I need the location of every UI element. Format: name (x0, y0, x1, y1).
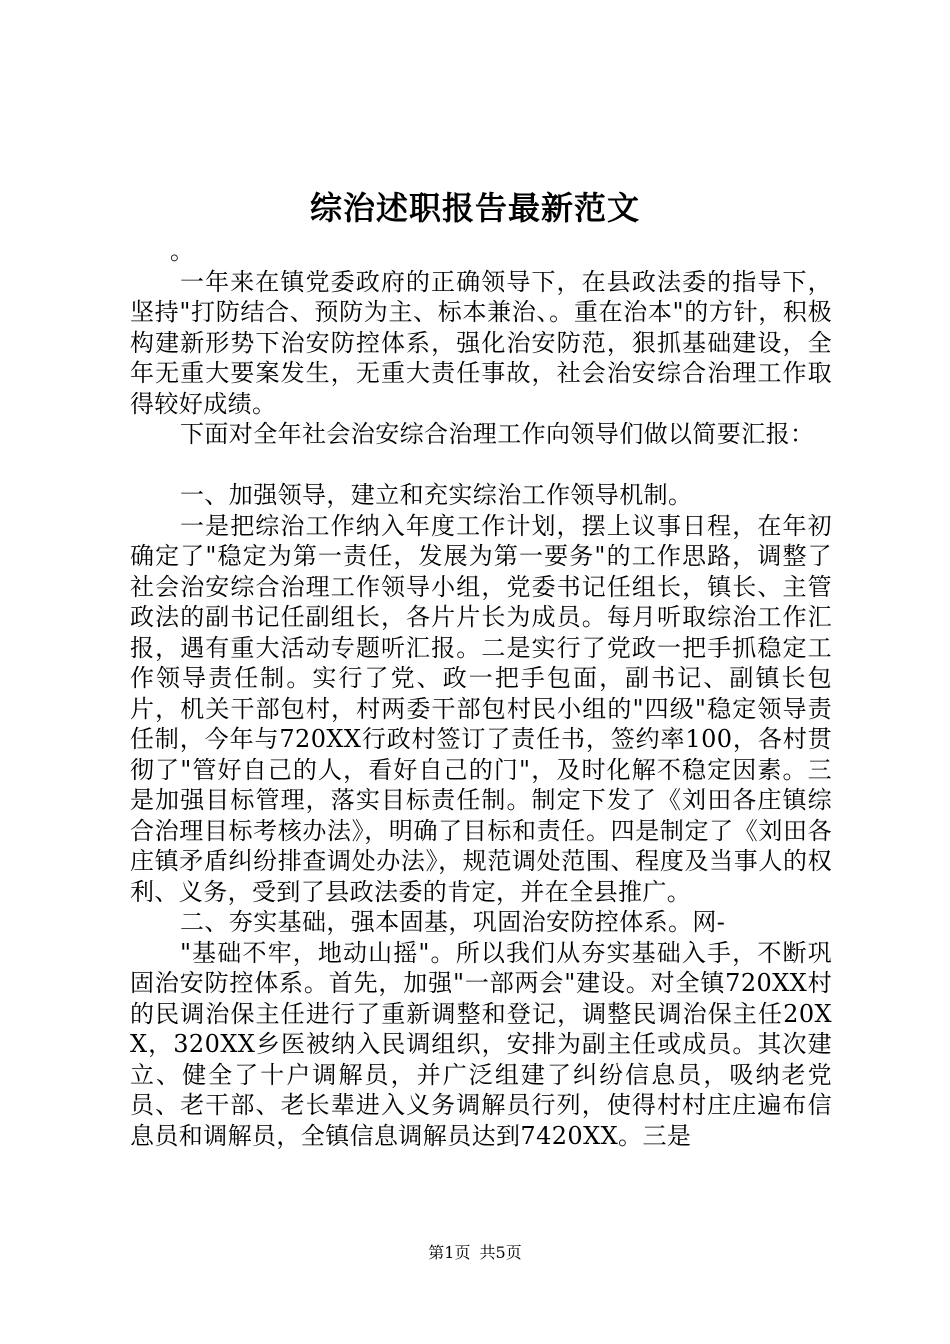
document-title: 综治述职报告最新范文 (309, 189, 640, 227)
page-footer: 第1页 共5页 (428, 1243, 522, 1262)
paragraph-intro: 一年来在镇党委政府的正确领导下，在县政法委的指导下，坚持"打防结合、预防为主、标本兼治、。重在治本"的方针，积极构建新形势下治安防控体系，强化治安防范，狠抓基础建设，全年无重大要案发生，无重大责任事故，社会治安综合治理工作取得较好成绩。 (130, 267, 832, 418)
section-heading-2: 二、夯实基础，强本固基，巩固治安防控体系。网- (180, 908, 726, 936)
section-heading-1: 一、加强领导，建立和充实综治工作领导机制。 (180, 481, 693, 509)
paragraph-section-1: 一是把综治工作纳入年度工作计划，摆上议事日程，在年初确定了"稳定为第一责任，发展为第一要务"的工作思路，调整了社会治安综合治理工作领导小组，党委书记任组长，镇长、主管政法的副书记任副组长，各片片长为成员。每月听取综治工作汇报，遇有重大活动专题听汇报。二是实行了党政一把手抓稳定工作领导责任制。实行了党、政一把手包面，副书记、副镇长包片，机关干部包村，村两委干部包村民小组的"四级"稳定领导责任制，今年与720XX行政村签订了责任书，签约率100，各村贯彻了"管好自己的人，看好自己的门"，及时化解不稳定因素。三是加强目标管理，落实目标责任制。制定下发了《刘田各庄镇综合治理目标考核办法》，明确了目标和责任。四是制定了《刘田各庄镇矛盾纠纷排查调处办法》，规范调处范围、程度及当事人的权利、义务，受到了县政法委的肯定，并在全县推广。 (130, 511, 832, 906)
paragraph-report-lead: 下面对全年社会治安综合治理工作向领导们做以简要汇报： (180, 420, 815, 448)
paragraph-section-2: "基础不牢，地动山摇"。所以我们从夯实基础入手，不断巩固治安防控体系。首先，加强"一部两会"建设。对全镇720XX村的民调治保主任进行了重新调整和登记，调整民调治保主任20XX，320XX乡医被纳入民调组织，安排为副主任或成员。其次建立、健全了十户调解员，并广泛组建了纠纷信息员，吸纳老党员、老干部、老长辈进入义务调解员行列，使得村村庄庄遍布信息员和调解员，全镇信息调解员达到7420XX。三是 (130, 938, 832, 1150)
lead-mark: 。 (170, 237, 194, 265)
document-body (130, 236, 832, 1151)
